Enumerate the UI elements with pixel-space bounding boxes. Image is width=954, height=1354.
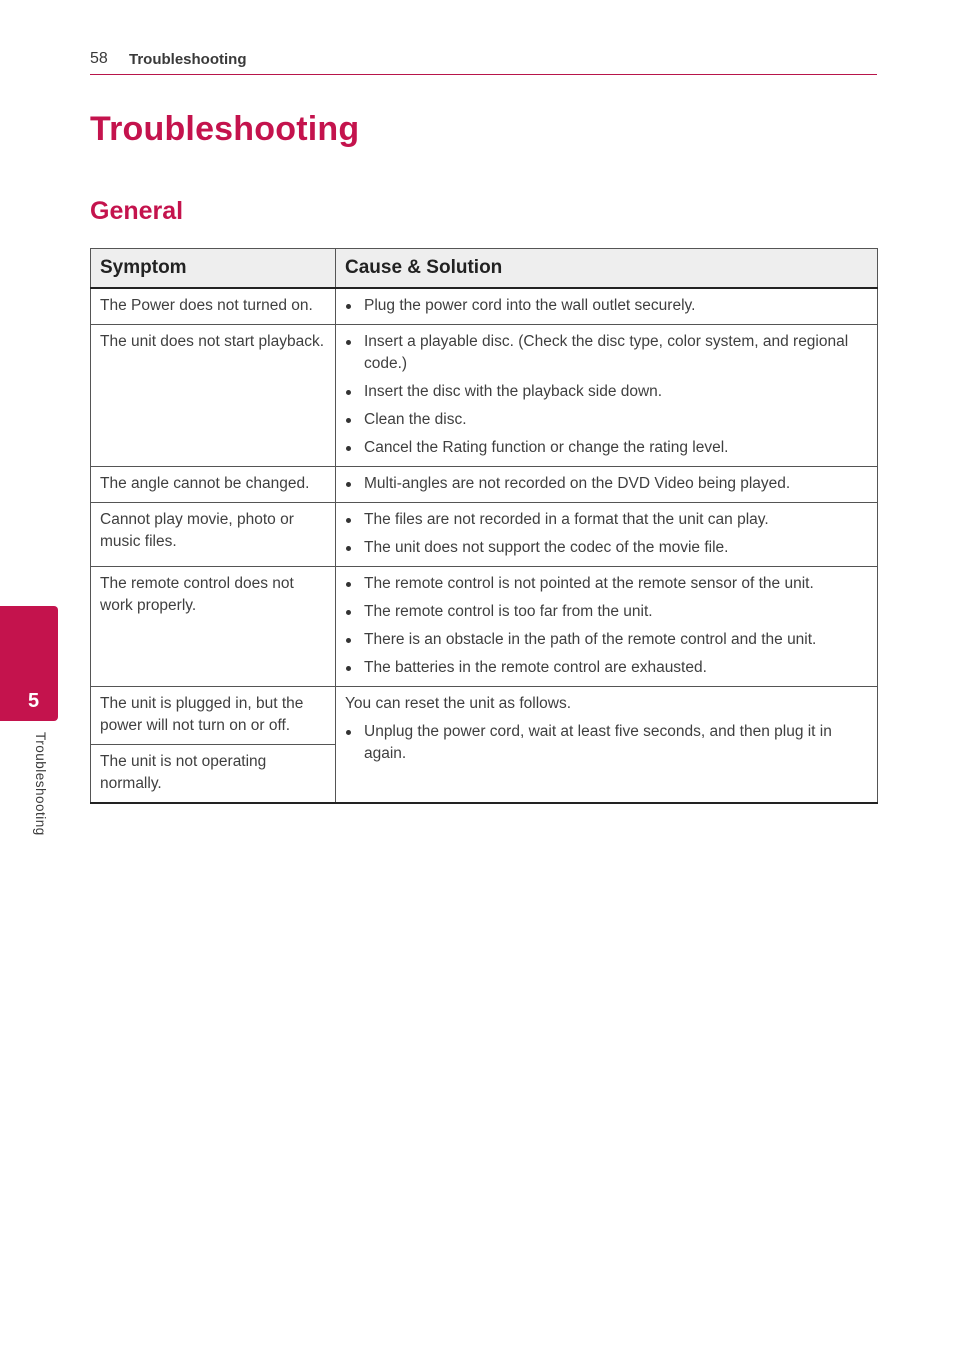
bullet-icon [346, 482, 351, 487]
solution-item [345, 657, 868, 679]
solution-item [345, 295, 868, 317]
solution-text: Clean the disc. [364, 411, 467, 428]
bullet-icon [346, 666, 351, 671]
solution-list [345, 509, 868, 559]
table-row [91, 567, 878, 687]
solution-item [345, 721, 868, 765]
table-row [91, 503, 878, 567]
solution-item [345, 409, 868, 431]
bullet-icon [346, 518, 351, 523]
solution-text: Insert the disc with the playback side down. [364, 383, 663, 400]
chapter-number: 5 [28, 690, 40, 712]
solution-list [345, 473, 868, 495]
solution-cell [336, 288, 878, 325]
bullet-icon [346, 730, 351, 735]
solution-text: The batteries in the remote control are exhausted. [364, 659, 707, 676]
solution-text: Insert a playable disc. (Check the disc type, color system, and regional code.) [364, 333, 849, 372]
solution-text: The files are not recorded in a format that the unit can play. [364, 511, 769, 528]
symptom-cell: The angle cannot be changed. [91, 467, 336, 503]
symptom-cell: The Power does not turned on. [91, 288, 336, 325]
solution-item [345, 573, 868, 595]
troubleshooting-table [90, 248, 878, 804]
table-row [91, 687, 878, 745]
table-row [91, 467, 878, 503]
page-title: Troubleshooting [90, 110, 360, 148]
table-row [91, 288, 878, 325]
solution-lead-text: You can reset the unit as follows. [345, 695, 572, 712]
solution-cell [336, 467, 878, 503]
bullet-icon [346, 390, 351, 395]
chapter-label: Troubleshooting [33, 732, 48, 836]
solution-item [345, 437, 868, 459]
solution-list [345, 295, 868, 317]
bullet-icon [346, 446, 351, 451]
solution-text: The unit does not support the codec of the movie file. [364, 539, 729, 556]
bullet-icon [346, 610, 351, 615]
solution-text: There is an obstacle in the path of the remote control and the unit. [364, 631, 817, 648]
solution-item [345, 509, 868, 531]
solution-item [345, 381, 868, 403]
bullet-icon [346, 418, 351, 423]
solution-text: Cancel the Rating function or change the rating level. [364, 439, 729, 456]
solution-text: Unplug the power cord, wait at least five seconds, and then plug it in again. [364, 723, 832, 762]
bullet-icon [346, 638, 351, 643]
page-header [90, 48, 877, 75]
solution-cell [336, 567, 878, 687]
header-section-title: Troubleshooting [129, 51, 247, 68]
solution-text: The remote control is not pointed at the remote sensor of the unit. [364, 575, 814, 592]
solution-text: Multi-angles are not recorded on the DVD Video being played. [364, 475, 791, 492]
solution-cell [336, 325, 878, 467]
solution-item [345, 601, 868, 623]
symptom-cell: The unit is plugged in, but the power will not turn on or off. [91, 687, 336, 745]
bullet-icon [346, 582, 351, 587]
solution-text: Plug the power cord into the wall outlet securely. [364, 297, 696, 314]
header-symptom: Symptom [91, 249, 336, 289]
table-row [91, 325, 878, 467]
chapter-tab [0, 606, 58, 721]
solution-item [345, 537, 868, 559]
symptom-cell: Cannot play movie, photo or music files. [91, 503, 336, 567]
header-cause-solution: Cause & Solution [336, 249, 878, 289]
solution-item [345, 629, 868, 651]
solution-item [345, 473, 868, 495]
symptom-cell: The remote control does not work properly. [91, 567, 336, 687]
solution-list [345, 573, 868, 679]
bullet-icon [346, 546, 351, 551]
bullet-icon [346, 304, 351, 309]
solution-list [345, 331, 868, 459]
symptom-cell: The unit does not start playback. [91, 325, 336, 467]
page-number: 58 [90, 50, 108, 67]
symptom-cell: The unit is not operating normally. [91, 745, 336, 804]
table-header-row [91, 249, 878, 289]
solution-list [345, 721, 868, 765]
solution-cell [336, 503, 878, 567]
solution-item [345, 331, 868, 375]
section-subtitle: General [90, 197, 184, 225]
bullet-icon [346, 340, 351, 345]
solution-cell [336, 687, 878, 804]
solution-text: The remote control is too far from the unit. [364, 603, 653, 620]
